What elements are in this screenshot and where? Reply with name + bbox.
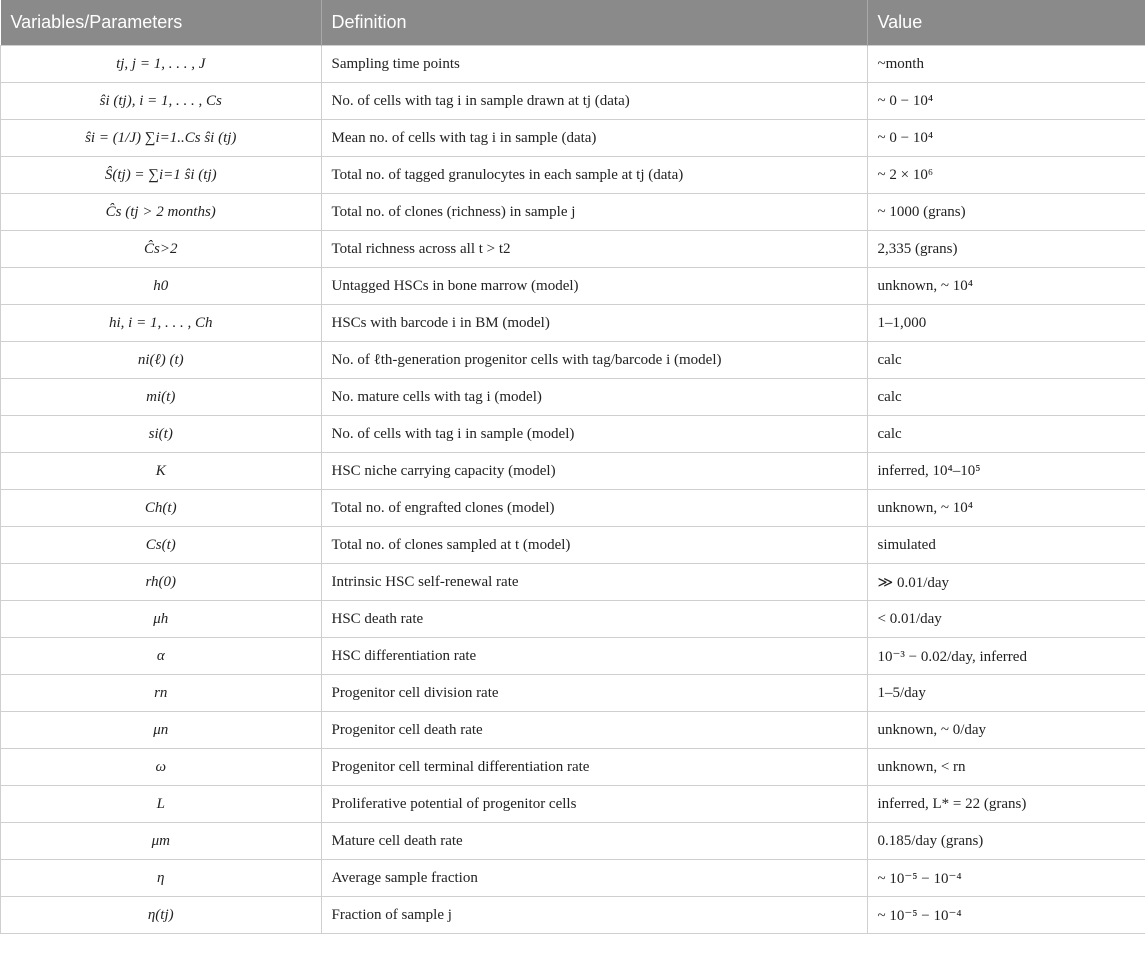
- value-cell: simulated: [867, 527, 1145, 564]
- table-row: [1, 120, 1145, 157]
- table-row: [1, 342, 1145, 379]
- value-cell: < 0.01/day: [867, 601, 1145, 638]
- variable-cell: ŝi (tj), i = 1, . . . , Cs: [1, 83, 322, 120]
- definition-cell: Total no. of tagged granulocytes in each sample at tj (data): [321, 157, 867, 194]
- value-cell: ≫ 0.01/day: [867, 564, 1145, 601]
- table-row: [1, 601, 1145, 638]
- value-cell: unknown, < rn: [867, 749, 1145, 786]
- value-cell: inferred, 10⁴–10⁵: [867, 453, 1145, 490]
- variable-cell: tj, j = 1, . . . , J: [1, 46, 322, 83]
- variable-cell: Ĉs>2: [1, 231, 322, 268]
- value-cell: inferred, L* = 22 (grans): [867, 786, 1145, 823]
- definition-cell: HSC niche carrying capacity (model): [321, 453, 867, 490]
- table-row: [1, 416, 1145, 453]
- definition-cell: Total no. of engrafted clones (model): [321, 490, 867, 527]
- variable-cell: L: [1, 786, 322, 823]
- variable-cell: Cs(t): [1, 527, 322, 564]
- definition-cell: HSC death rate: [321, 601, 867, 638]
- variable-cell: ni(ℓ) (t): [1, 342, 322, 379]
- table-row: [1, 749, 1145, 786]
- definition-cell: No. of ℓth-generation progenitor cells with tag/barcode i (model): [321, 342, 867, 379]
- table-row: [1, 157, 1145, 194]
- variable-cell: α: [1, 638, 322, 675]
- definition-cell: Progenitor cell division rate: [321, 675, 867, 712]
- variable-cell: hi, i = 1, . . . , Ch: [1, 305, 322, 342]
- value-cell: ~ 2 × 10⁶: [867, 157, 1145, 194]
- definition-cell: Untagged HSCs in bone marrow (model): [321, 268, 867, 305]
- table-row: [1, 675, 1145, 712]
- variable-cell: Ch(t): [1, 490, 322, 527]
- table-row: [1, 490, 1145, 527]
- variable-cell: ω: [1, 749, 322, 786]
- definition-cell: Progenitor cell terminal differentiation rate: [321, 749, 867, 786]
- variable-cell: K: [1, 453, 322, 490]
- table-row: [1, 83, 1145, 120]
- table-row: [1, 712, 1145, 749]
- value-cell: ~ 0 − 10⁴: [867, 83, 1145, 120]
- table-header-row: [1, 0, 1145, 46]
- table-row: [1, 786, 1145, 823]
- table-row: [1, 268, 1145, 305]
- definition-cell: HSC differentiation rate: [321, 638, 867, 675]
- table-row: [1, 46, 1145, 83]
- value-cell: ~month: [867, 46, 1145, 83]
- definition-cell: No. of cells with tag i in sample drawn at tj (data): [321, 83, 867, 120]
- definition-cell: Average sample fraction: [321, 860, 867, 897]
- definition-cell: Intrinsic HSC self-renewal rate: [321, 564, 867, 601]
- definition-cell: Sampling time points: [321, 46, 867, 83]
- definition-cell: Proliferative potential of progenitor cells: [321, 786, 867, 823]
- variable-cell: μh: [1, 601, 322, 638]
- definition-cell: Total richness across all t > t2: [321, 231, 867, 268]
- variable-cell: mi(t): [1, 379, 322, 416]
- value-cell: 0.185/day (grans): [867, 823, 1145, 860]
- value-cell: calc: [867, 379, 1145, 416]
- definition-cell: Total no. of clones (richness) in sample j: [321, 194, 867, 231]
- definition-cell: No. of cells with tag i in sample (model): [321, 416, 867, 453]
- variable-cell: μm: [1, 823, 322, 860]
- variable-cell: rn: [1, 675, 322, 712]
- variable-cell: Ĉs (tj > 2 months): [1, 194, 322, 231]
- value-cell: 2,335 (grans): [867, 231, 1145, 268]
- table-row: [1, 897, 1145, 934]
- definition-cell: Mean no. of cells with tag i in sample (data): [321, 120, 867, 157]
- table-row: [1, 860, 1145, 897]
- definition-cell: HSCs with barcode i in BM (model): [321, 305, 867, 342]
- table-row: [1, 453, 1145, 490]
- variable-cell: si(t): [1, 416, 322, 453]
- value-cell: ~ 10⁻⁵ − 10⁻⁴: [867, 860, 1145, 897]
- table-row: [1, 527, 1145, 564]
- header-variables: Variables/Parameters: [1, 0, 322, 46]
- definition-cell: No. mature cells with tag i (model): [321, 379, 867, 416]
- variable-cell: Ŝ(tj) = ∑i=1 ŝi (tj): [1, 157, 322, 194]
- variable-cell: η: [1, 860, 322, 897]
- header-value: Value: [867, 0, 1145, 46]
- value-cell: ~ 1000 (grans): [867, 194, 1145, 231]
- table-row: [1, 305, 1145, 342]
- value-cell: calc: [867, 342, 1145, 379]
- table-row: [1, 638, 1145, 675]
- variable-cell: η(tj): [1, 897, 322, 934]
- value-cell: unknown, ~ 10⁴: [867, 268, 1145, 305]
- value-cell: 1–5/day: [867, 675, 1145, 712]
- table-row: [1, 564, 1145, 601]
- table-row: [1, 823, 1145, 860]
- variable-cell: μn: [1, 712, 322, 749]
- variable-cell: ŝi = (1/J) ∑i=1..Cs ŝi (tj): [1, 120, 322, 157]
- definition-cell: Fraction of sample j: [321, 897, 867, 934]
- table-row: [1, 379, 1145, 416]
- table-row: [1, 194, 1145, 231]
- definition-cell: Mature cell death rate: [321, 823, 867, 860]
- variable-cell: rh(0): [1, 564, 322, 601]
- definition-cell: Progenitor cell death rate: [321, 712, 867, 749]
- value-cell: ~ 10⁻⁵ − 10⁻⁴: [867, 897, 1145, 934]
- variable-cell: h0: [1, 268, 322, 305]
- value-cell: calc: [867, 416, 1145, 453]
- value-cell: unknown, ~ 0/day: [867, 712, 1145, 749]
- table-row: [1, 231, 1145, 268]
- value-cell: unknown, ~ 10⁴: [867, 490, 1145, 527]
- header-definition: Definition: [321, 0, 867, 46]
- definition-cell: Total no. of clones sampled at t (model): [321, 527, 867, 564]
- value-cell: ~ 0 − 10⁴: [867, 120, 1145, 157]
- value-cell: 1–1,000: [867, 305, 1145, 342]
- value-cell: 10⁻³ − 0.02/day, inferred: [867, 638, 1145, 675]
